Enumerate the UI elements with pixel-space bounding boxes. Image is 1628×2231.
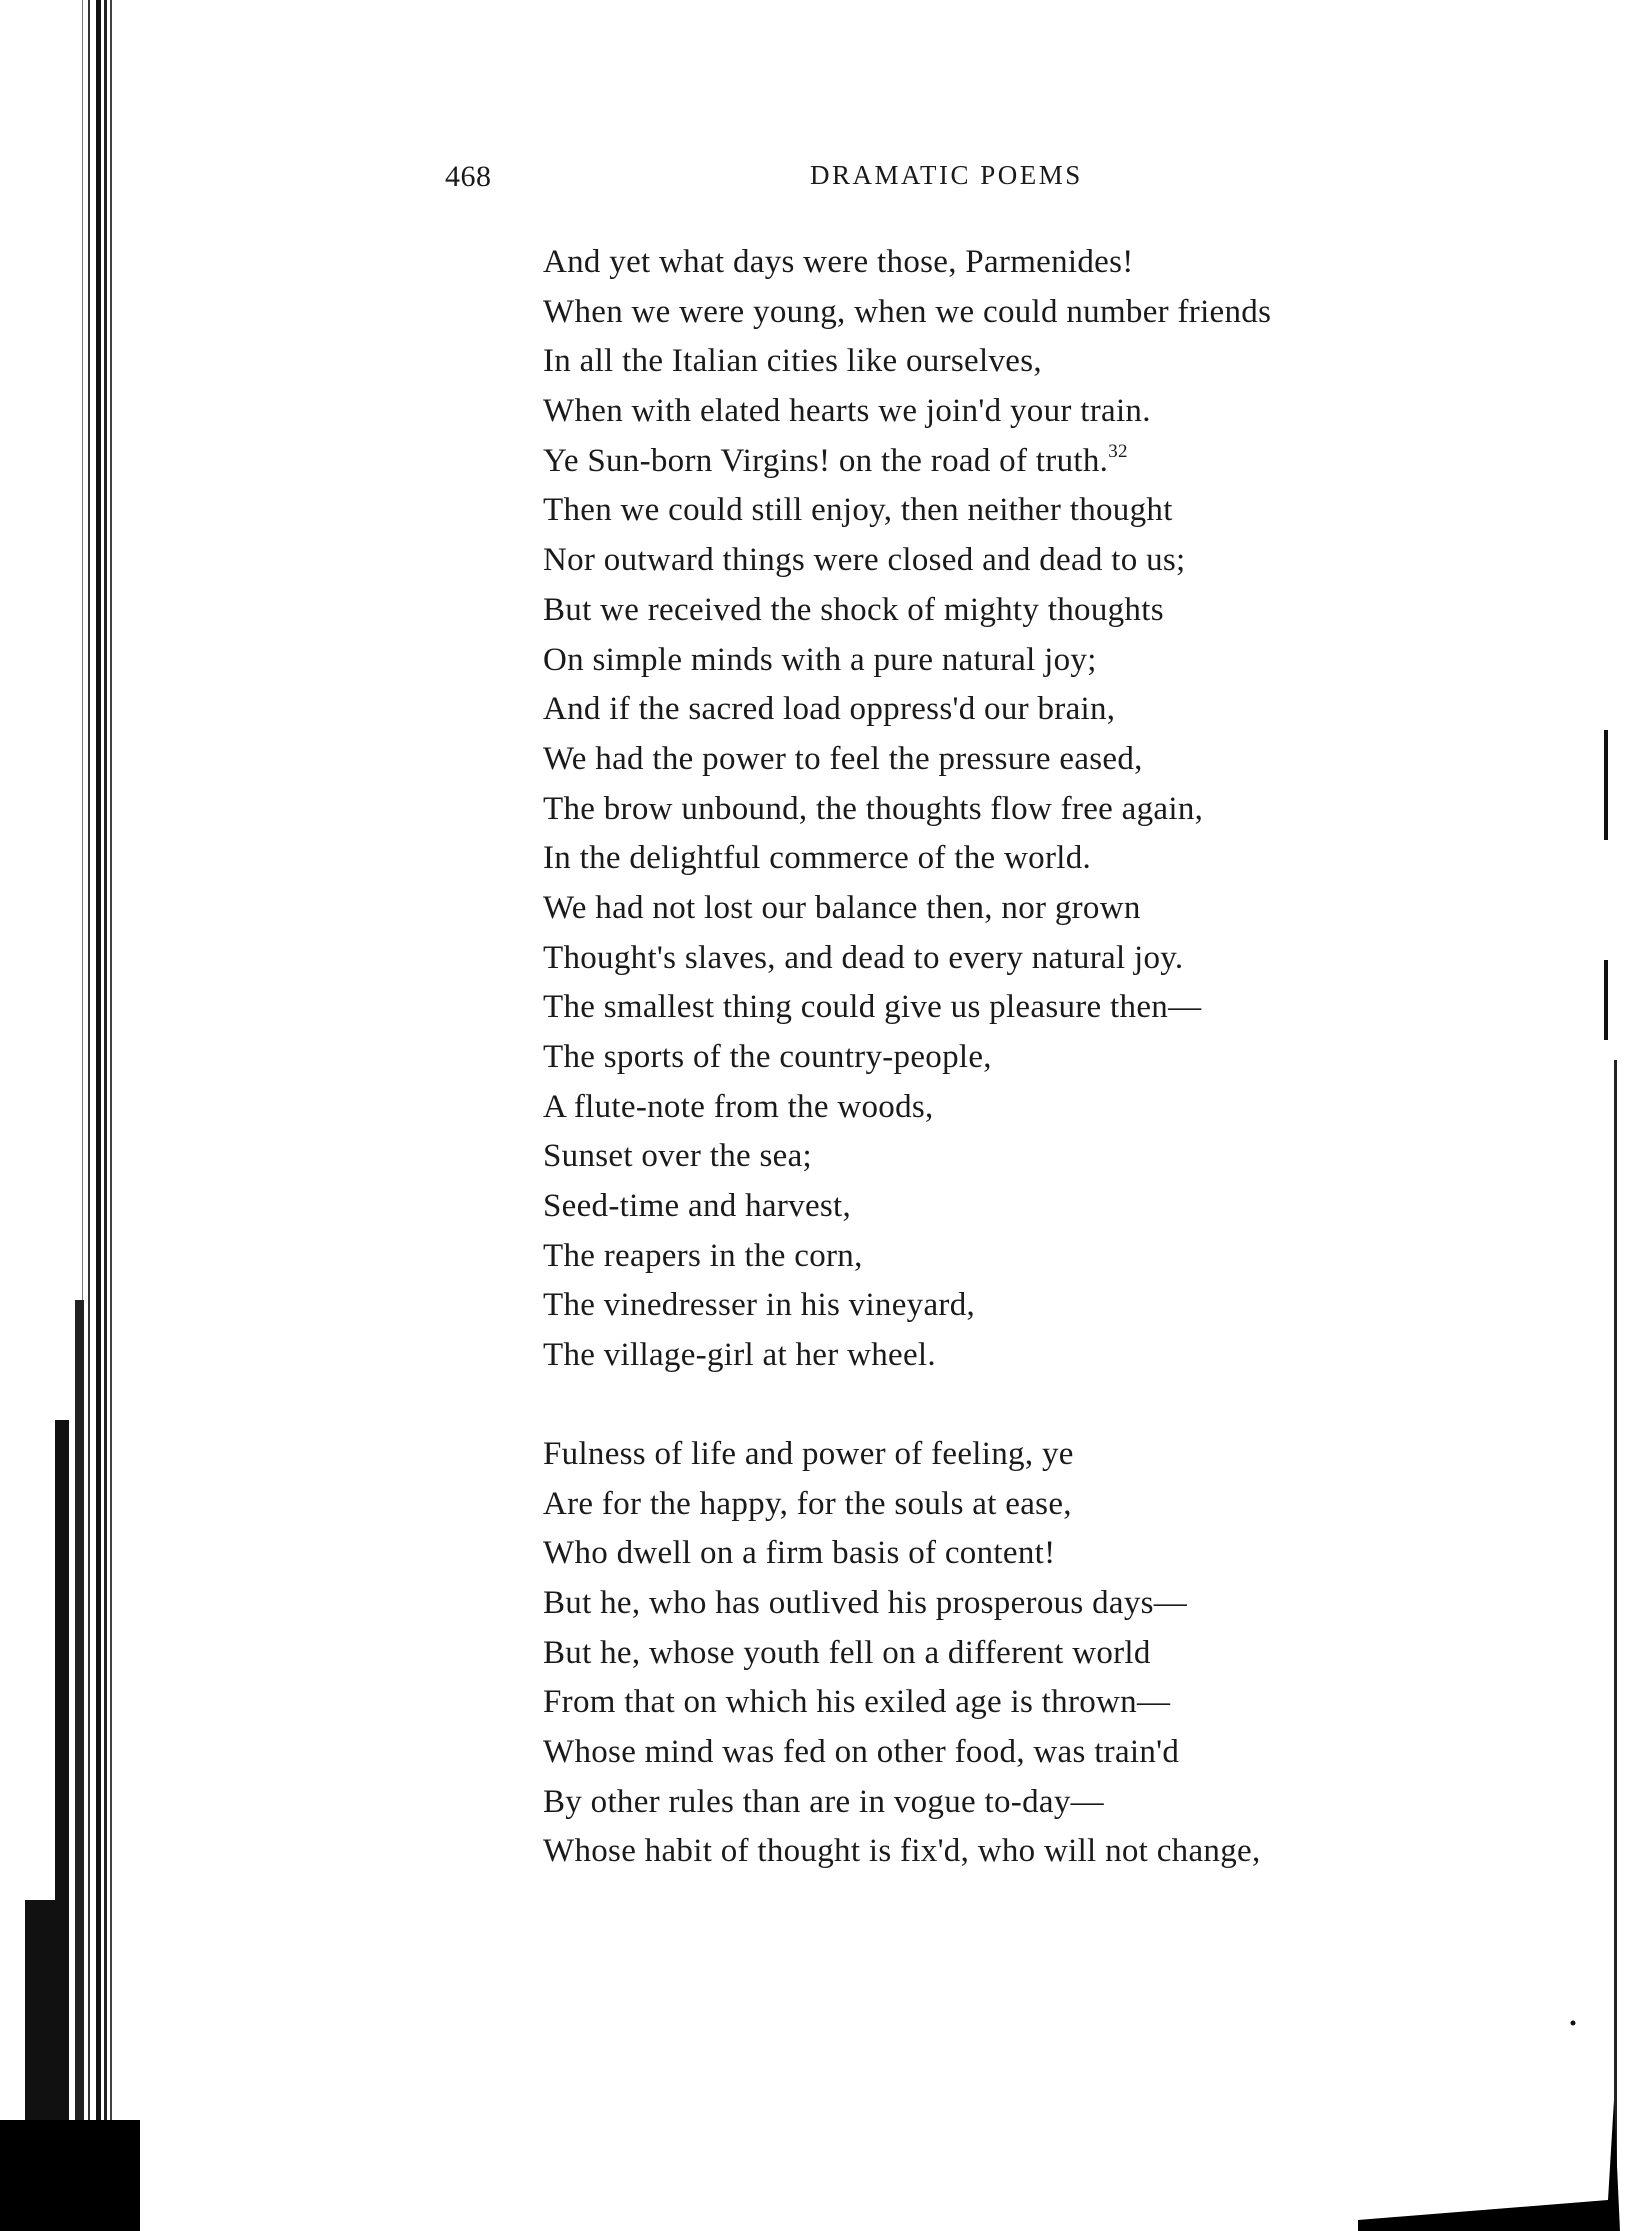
verse-line: Fulness of life and power of feeling, ye bbox=[543, 1435, 1074, 1472]
verse-line: But he, whose youth fell on a different world bbox=[543, 1634, 1151, 1671]
verse-line: Then we could still enjoy, then neither thought bbox=[543, 492, 1173, 529]
verse-line: Seed-time and harvest, bbox=[543, 1188, 852, 1225]
binding-shadow-left bbox=[0, 0, 140, 2231]
verse-line: And if the sacred load oppress'd our brain, bbox=[543, 691, 1116, 728]
verse-line: A flute-note from the woods, bbox=[543, 1088, 934, 1125]
verse-line: The brow unbound, the thoughts flow free again, bbox=[543, 790, 1204, 827]
verse-line: We had the power to feel the pressure eased, bbox=[543, 740, 1143, 777]
verse-line: But he, who has outlived his prosperous days— bbox=[543, 1584, 1188, 1621]
poem-body bbox=[543, 238, 1543, 1877]
verse-line: The vinedresser in his vineyard, bbox=[543, 1287, 976, 1324]
verse-line: The village-girl at her wheel. bbox=[543, 1337, 936, 1374]
verse-line: Whose mind was fed on other food, was train'd bbox=[543, 1733, 1180, 1770]
running-head: DRAMATIC POEMS bbox=[810, 160, 1083, 190]
verse-line: From that on which his exiled age is thrown— bbox=[543, 1684, 1171, 1721]
verse-line: We had not lost our balance then, nor grown bbox=[543, 889, 1141, 926]
verse-line: Nor outward things were closed and dead to us; bbox=[543, 542, 1186, 579]
verse-line: And yet what days were those, Parmenides! bbox=[543, 244, 1134, 280]
verse-line: In all the Italian cities like ourselves, bbox=[543, 343, 1042, 380]
verse-line: The reapers in the corn, bbox=[543, 1237, 863, 1274]
verse-line-text: Ye Sun-born Virgins! on the road of truth. bbox=[543, 442, 1109, 479]
page-number: 468 bbox=[445, 160, 492, 193]
verse-line: When with elated hearts we join'd your train. bbox=[543, 393, 1151, 430]
verse-line: Sunset over the sea; bbox=[543, 1138, 813, 1175]
verse-line: But we received the shock of mighty thoughts bbox=[543, 591, 1164, 628]
stanza-1 bbox=[543, 238, 1543, 1381]
verse-line: By other rules than are in vogue to-day— bbox=[543, 1783, 1104, 1820]
verse-line: The smallest thing could give us pleasure then— bbox=[543, 989, 1202, 1026]
verse-line: On simple minds with a pure natural joy; bbox=[543, 641, 1097, 678]
verse-line: Whose habit of thought is fix'd, who will not change, bbox=[543, 1833, 1261, 1870]
stanza-2 bbox=[543, 1430, 1543, 1877]
verse-line: Who dwell on a firm basis of content! bbox=[543, 1535, 1056, 1572]
footnote-reference[interactable]: 32 bbox=[1108, 440, 1128, 462]
verse-line: Thought's slaves, and dead to every natural joy. bbox=[543, 939, 1184, 976]
page-header bbox=[445, 160, 1245, 200]
verse-line: The sports of the country-people, bbox=[543, 1039, 992, 1075]
verse-line: In the delightful commerce of the world. bbox=[543, 840, 1092, 877]
verse-line: Are for the happy, for the souls at ease, bbox=[543, 1485, 1072, 1522]
verse-line-with-footnote bbox=[543, 437, 1543, 487]
verse-line: When we were young, when we could number friends bbox=[543, 293, 1272, 330]
